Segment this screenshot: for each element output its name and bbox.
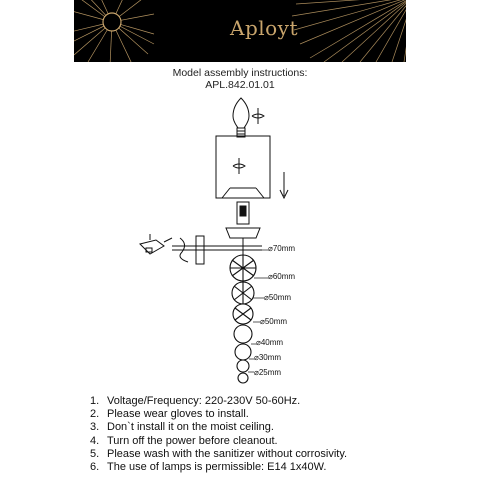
cup-holder (226, 228, 260, 238)
list-item (90, 408, 347, 421)
assembly-diagram (0, 88, 480, 388)
page-title: Model assembly instructions: (172, 67, 308, 79)
diameter-label: ⌀25mm (254, 368, 282, 377)
crystal-ball-30mm (237, 360, 249, 372)
list-item-number: 5. (90, 447, 100, 460)
diameter-label: ⌀50mm (264, 293, 292, 302)
list-item-number: 1. (90, 395, 100, 407)
list-item-text: The use of lamps is permissible: E14 1x40W. (107, 461, 327, 474)
list-item (90, 395, 347, 408)
crystal-ball-50mm (234, 325, 252, 343)
list-item-number: 6. (90, 461, 100, 474)
list-item-number: 3. (90, 421, 100, 434)
brand-logo-text: Aployt (230, 16, 299, 40)
diameter-label: ⌀40mm (256, 338, 284, 347)
diameter-label: ⌀70mm (268, 244, 296, 253)
list-item (90, 421, 347, 434)
diameter-label: ⌀50mm (260, 317, 288, 326)
diameter-label: ⌀30mm (254, 353, 282, 362)
model-number: APL.842.01.01 (205, 79, 275, 91)
list-item-text: Please wash with the sanitizer without corrosivity. (107, 447, 348, 460)
bulb-icon (233, 98, 249, 128)
list-item-number: 4. (90, 434, 100, 447)
crystal-ball-40mm (235, 344, 251, 360)
list-item-text: Please wear gloves to install. (107, 408, 249, 421)
list-item-text: Turn off the power before cleanout. (107, 434, 278, 447)
list-item (90, 435, 347, 448)
list-item (90, 448, 347, 461)
list-item-text: Don`t install it on the moist ceiling. (107, 421, 274, 434)
instructions-list (90, 395, 347, 474)
diameter-label: ⌀60mm (268, 272, 296, 281)
brand-banner (74, 0, 406, 62)
list-item (90, 461, 347, 474)
list-item-number: 2. (90, 408, 100, 421)
list-item-text: Voltage/Frequency: 220-230V 50-60Hz. (107, 395, 301, 407)
crystal-ball-25mm (238, 373, 248, 383)
